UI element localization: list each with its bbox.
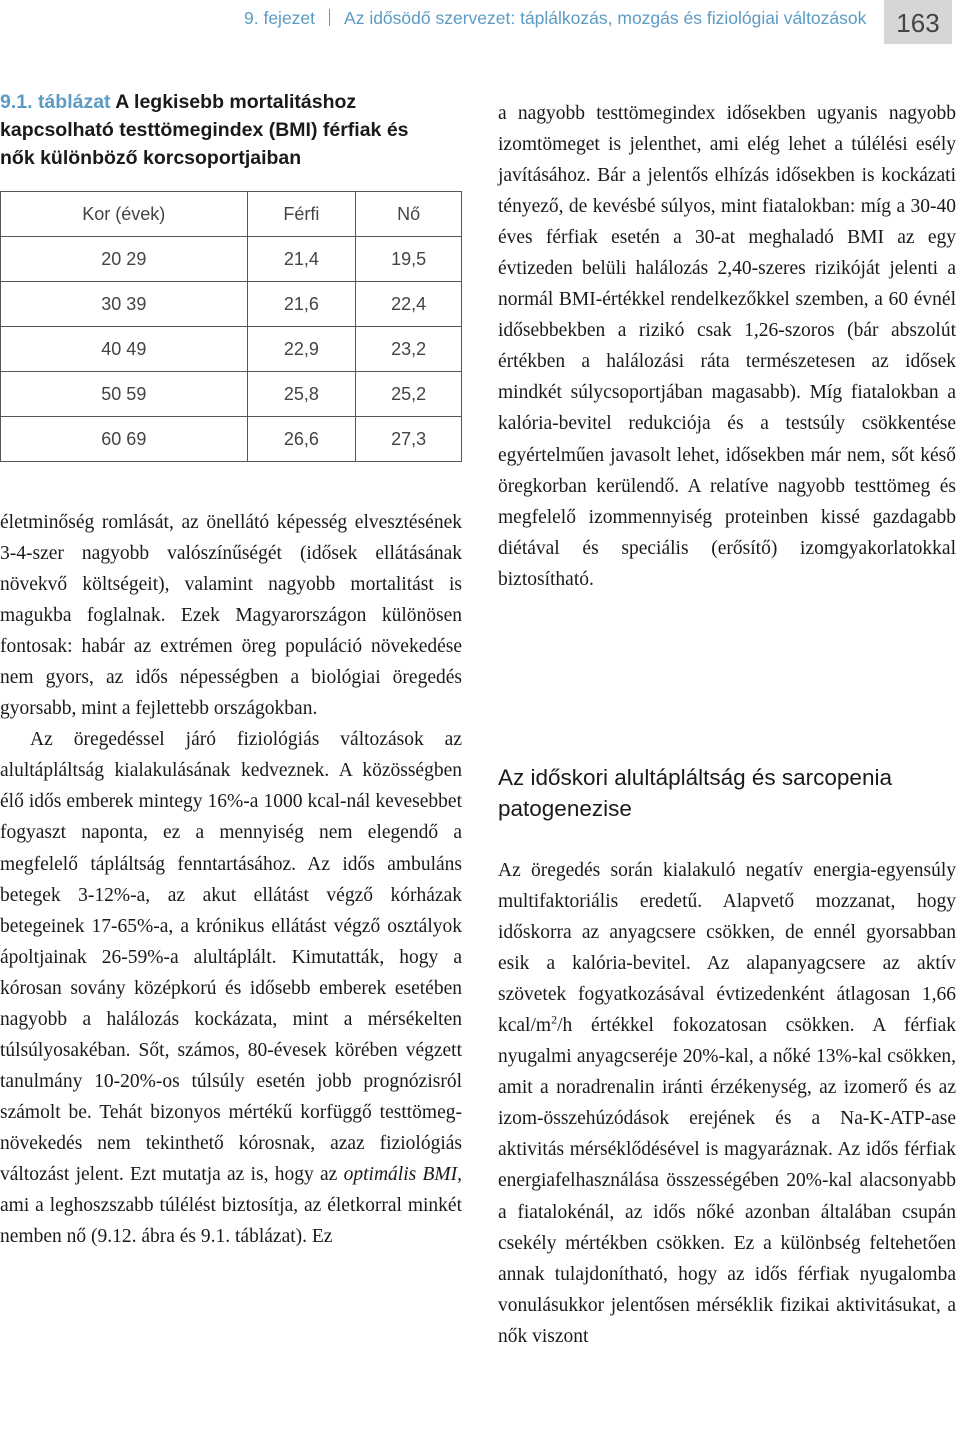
cell-female: 25,2	[356, 372, 462, 417]
paragraph-text: /h értékkel fokozatosan csökken. A férfiak nyugalmi anyagcseréje 20%-kal, a nőké 13%-kal csökken, amit a noradrenalin iránti érzékenység, az izomerő és az izom-összehúzódások erejének és a Na-K-ATP-ase aktivitás mérséklődésével is magyaráznak. Az idős férfiak energiafelhasználása összességében 20%-kal alacsonyabb a fiatalokénál, az idős nőké azonban általában csupán csekély mértékben csökken. Ez a különbség feltehetően annak tulajdonítható, hogy az idős férfiak nyugalomba vonulásukkor jelentősen mérséklik fizikai aktivitásukat, a nők viszont	[498, 1015, 956, 1347]
cell-male: 26,6	[247, 417, 356, 462]
cell-male: 21,4	[247, 237, 356, 282]
cell-age: 40 49	[1, 327, 248, 372]
cell-female: 19,5	[356, 237, 462, 282]
paragraph-text: Az öregedéssel járó fiziológiás változások az alultápláltság kialakulásának kedveznek. A közösségben élő idős emberek mintegy 16%-a 1000 kcal-nál kevesebbet fogyaszt naponta, ez a mennyiség nem elegendő a megfelelő tápláltság fenntartásához. Az idős ambuláns betegek 3-12%-a, az akut ellátást végző kórházak betegeinek 17-65%-a, a krónikus ellátást végző osztályok ápoltjainak 26-59%-a alultáplált. Kimutatták, hogy a kórosan sovány középkorú és idősebb emberek esetében nagyobb a halálozás kockázata, mint a mérsékelten túlsúlyosakéban. Sőt, számos, 80-évesek körében végzett tanulmány 10-20%-os túlsúly esetén jobb prognózisról számolt be. Tehát bizonyos mértékű korfüggő testtömeg-növekedés nem tekinthető kórosnak, azaz fiziológiás változást jelent. Ezt mutatja az is, hogy az	[0, 729, 462, 1185]
cell-age: 30 39	[1, 282, 248, 327]
paragraph-text: Az öregedés során kialakuló negatív energia-egyensúly multifaktoriális eredetű. Alapvető mozzanat, hogy időskorra az anyagcsere csökken, de ennél gyorsabban esik a kalória-bevitel. Az alapanyagcsere az aktív szövetek fogyatkozásával évtizedenként átlagosan 1,66 kcal/m	[498, 860, 956, 1037]
left-column-text	[0, 507, 462, 1252]
paragraph-text: ami a leghoszszabb túlélést biztosítja, az életkorral minkét nemben nő (9.12. ábra és 9.1. táblázat). Ez	[0, 1195, 462, 1248]
page-number: 163	[884, 0, 952, 44]
right-column-text	[498, 98, 956, 595]
running-header	[0, 0, 960, 48]
paragraph	[0, 724, 462, 1252]
chapter-title: Az idősödő szervezet: táplálkozás, mozgás és fiziológiai változások	[344, 8, 867, 28]
table-row	[1, 372, 462, 417]
table-row	[1, 327, 462, 372]
header-text	[244, 8, 866, 29]
emphasis-text: optimális BMI,	[343, 1163, 463, 1185]
cell-male: 22,9	[247, 327, 356, 372]
table-caption	[0, 88, 440, 172]
cell-male: 25,8	[247, 372, 356, 417]
cell-female: 27,3	[356, 417, 462, 462]
cell-female: 23,2	[356, 327, 462, 372]
paragraph: a nagyobb testtömegindex idősekben ugyanis nagyobb izomtömeget is jelenthet, ami elég lehet a túlélési esély javításához. Bár a jelentős elhízás idősekben is kockázati tényező, de kevésbé súlyos, mint fiatalokban: míg a 30-40 éves férfiak esetén a 30-at meghaladó BMI az egy évtizeden belüli halálozás 2,40-szeres rizikóját jelenti a normál BMI-értékkel rendelkezőkkel szemben, a 60 évnél idősebbekben a rizikó csak 1,26-szoros (bár abszolút értékben a halálozási ráta természetesen az idősek mindkét súlycsoportjában magasabb). Míg fiatalokban a kalória-bevitel redukciója és a testsúly csökkentése egyértelműen javasolt lehet, idősekben már nem, sőt késő öregkorban kerülendő. A relatíve nagyobb testtömeg és megfelelő izommennyiség proteinben kissé gazdagabb diétával és speciális (erősítő) izomgyakorlatokkal biztosítható.	[498, 103, 956, 590]
cell-age: 50 59	[1, 372, 248, 417]
cell-age: 20 29	[1, 237, 248, 282]
header-cell-male: Férfi	[247, 192, 356, 237]
superscript: 2	[551, 1012, 558, 1027]
table-label: 9.1. táblázat	[0, 91, 111, 113]
paragraph: életminőség romlását, az önellátó képesség elvesztésének 3-4-szer nagyobb valószínűségét (idősek ellátásának növekvő költségeit), valamint nagyobb mortalitást is magukba foglalnak. Ezek Magyarországon különösen fontosak: habár az extrémen öreg populáció növekedése nem gyors, az idős népességben a biológiai öregedés gyorsabb, mint a fejlettebb országokban.	[0, 512, 462, 720]
cell-female: 22,4	[356, 282, 462, 327]
table-row	[1, 282, 462, 327]
table-row	[1, 237, 462, 282]
right-column-section-text	[498, 855, 956, 1352]
header-separator	[329, 9, 330, 26]
section-heading: Az időskori alultápláltság és sarcopenia patogenezise	[498, 765, 892, 821]
cell-age: 60 69	[1, 417, 248, 462]
table-row	[1, 417, 462, 462]
header-cell-female: Nő	[356, 192, 462, 237]
table-header-row	[1, 192, 462, 237]
bmi-table	[0, 191, 462, 462]
paragraph	[498, 855, 956, 1352]
chapter-label: 9. fejezet	[244, 8, 316, 28]
table-caption-text: A legkisebb mortalitáshoz kapcsolható testtömegindex (BMI) férfiak és nők különböző korcsoportjaiban	[0, 91, 409, 169]
header-cell-age: Kor (évek)	[1, 192, 248, 237]
cell-male: 21,6	[247, 282, 356, 327]
